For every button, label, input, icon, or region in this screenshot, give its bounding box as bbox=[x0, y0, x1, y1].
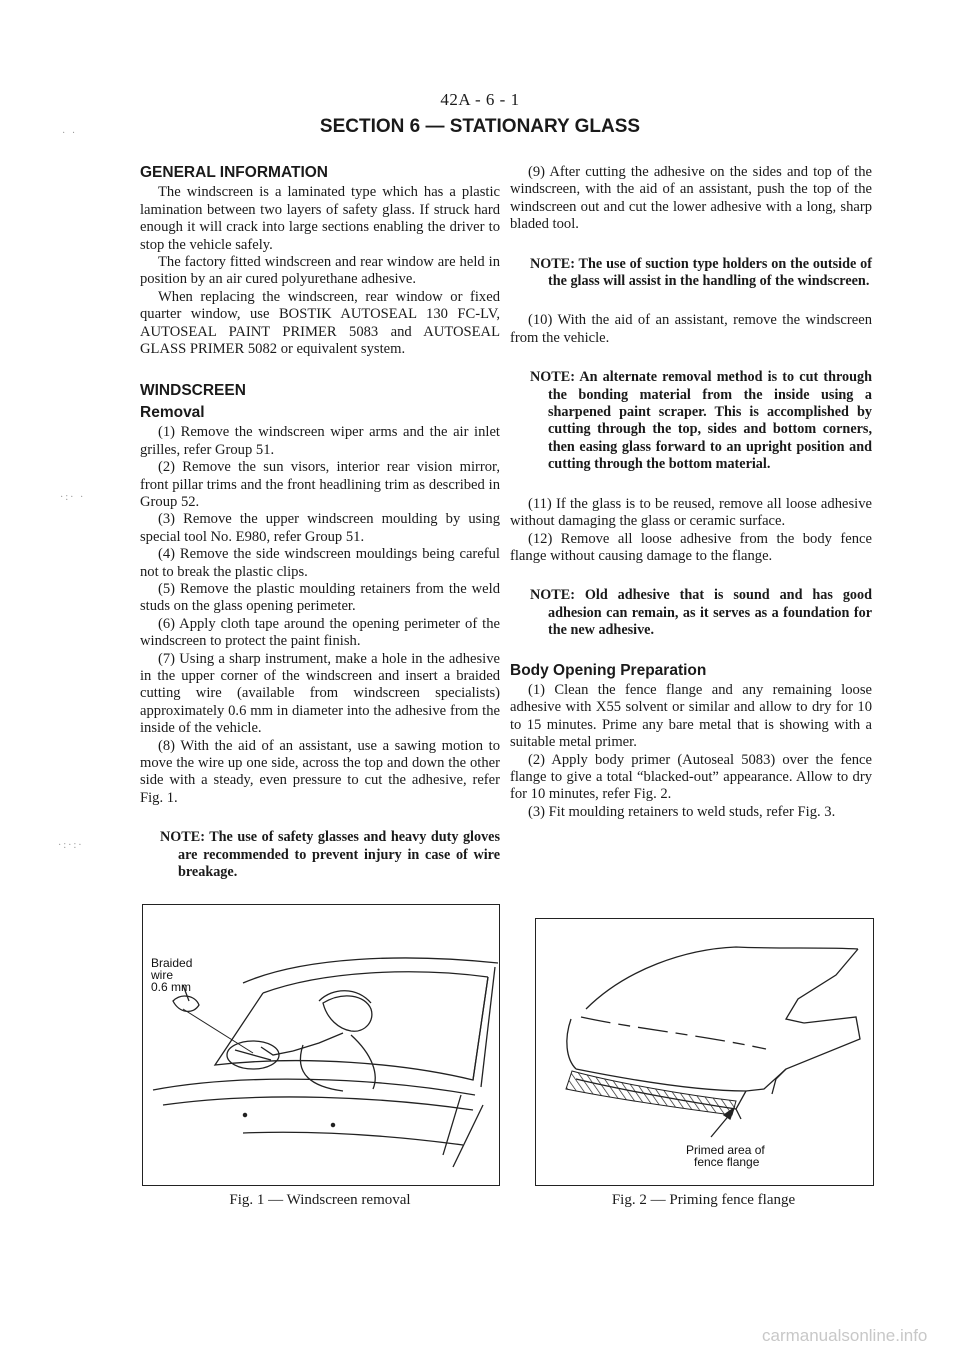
right-column bbox=[510, 164, 872, 821]
scan-speck: · · bbox=[62, 128, 78, 139]
removal-step: (12) Remove all loose adhesive from the body fence flange without causing damage to the flange. bbox=[510, 530, 872, 564]
preparation-step: (3) Fit moulding retainers to weld studs, refer Fig. 3. bbox=[528, 803, 836, 820]
figure-priming-fence-flange bbox=[535, 918, 874, 1186]
paragraph: When replacing the windscreen, rear window or fixed quarter window, use BOSTIK AUTOSEAL 130 FC-LV, AUTOSEAL PAINT PRIMER 5083 and AUTOSEAL GLASS PRIMER 5082 or equivalent system. bbox=[140, 288, 500, 358]
paragraph: The factory fitted windscreen and rear window are held in position by an air cured polyurethane adhesive. bbox=[140, 254, 500, 288]
preparation-step: (1) Clean the fence flange and any remaining loose adhesive with X55 solvent or similar and allow to dry for 10 to 15 minutes. Prime any bare metal that is showing with a suitable metal primer. bbox=[510, 681, 872, 751]
removal-step: (6) Apply cloth tape around the opening perimeter of the windscreen to protect the paint finish. bbox=[140, 615, 500, 650]
removal-step: (3) Remove the upper windscreen moulding by using special tool No. E980, refer Group 51. bbox=[140, 511, 500, 545]
removal-step: (11) If the glass is to be reused, remove all loose adhesive without damaging the glass or ceramic surface. bbox=[510, 495, 872, 530]
left-column bbox=[140, 164, 500, 903]
braided-wire-label: wire bbox=[151, 968, 174, 982]
removal-step: (8) With the aid of an assistant, use a sawing motion to move the wire up one side, across the top and down the other side with a steady, even pressure to cut the adhesive, refer Fig. 1. bbox=[140, 737, 500, 806]
suction-note: NOTE: The use of suction type holders on the outside of the glass will assist in the handling of the windscreen. bbox=[530, 255, 872, 290]
removal-step: (7) Using a sharp instrument, make a hole in the adhesive in the upper corner of the windscreen and insert a braided cutting wire (available from windscreen specialists) approximately 0.6 mm in diameter into the adhesive from the inside of the vehicle. bbox=[140, 650, 500, 737]
page-number: 42A - 6 - 1 bbox=[440, 90, 520, 109]
windscreen-removal-illustration bbox=[143, 905, 499, 1185]
safety-note: NOTE: The use of safety glasses and heavy duty gloves are recommended to prevent injury in case of wire breakage. bbox=[160, 829, 500, 881]
windscreen-heading: WINDSCREEN bbox=[140, 382, 246, 400]
removal-step: (1) Remove the windscreen wiper arms and the air inlet grilles, refer Group 51. bbox=[140, 424, 500, 458]
braided-wire-label: 0.6 mm bbox=[151, 980, 192, 994]
primed-area-label: fence flange bbox=[694, 1155, 760, 1169]
removal-step: (5) Remove the plastic moulding retainers from the weld studs on the glass opening perimeter. bbox=[140, 580, 500, 615]
braided-wire-label: Braided bbox=[151, 956, 193, 970]
alternate-method-note: NOTE: An alternate removal method is to cut through the bonding material from the inside using a sharpened paint scraper. This is accomplished by cutting through the top, sides and bottom corners, then easing glass forward to an upright position and cutting through the bottom material. bbox=[530, 369, 872, 473]
watermark: carmanualsonline.info bbox=[762, 1326, 928, 1345]
paragraph: The windscreen is a laminated type which has a plastic lamination between two layers of safety glass. If struck hard enough it will crack into large sections enabling the driver to stop the vehicle safely. bbox=[140, 184, 500, 253]
old-adhesive-note: NOTE: Old adhesive that is sound and has good adhesion can remain, as it serves as a foundation for the new adhesive. bbox=[530, 587, 872, 639]
removal-step: (10) With the aid of an assistant, remove the windscreen from the vehicle. bbox=[510, 312, 872, 346]
removal-heading: Removal bbox=[140, 403, 205, 421]
figure-1-caption: Fig. 1 — Windscreen removal bbox=[229, 1192, 411, 1208]
body-opening-preparation-heading: Body Opening Preparation bbox=[510, 661, 707, 679]
scan-speck: ·:· · bbox=[60, 492, 86, 503]
scan-speck: ·:·:· bbox=[58, 840, 84, 851]
general-information-heading: GENERAL INFORMATION bbox=[140, 164, 329, 181]
figure-windscreen-removal bbox=[142, 904, 500, 1186]
removal-step: (4) Remove the side windscreen mouldings being careful not to break the plastic clips. bbox=[140, 546, 500, 580]
section-title: SECTION 6 — STATIONARY GLASS bbox=[319, 116, 641, 137]
removal-step: (2) Remove the sun visors, interior rear vision mirror, front pillar trims and the front headlining trim as described in Group 52. bbox=[140, 459, 500, 510]
removal-step: (9) After cutting the adhesive on the sides and top of the windscreen, with the aid of an assistant, push the top of the windscreen out and cut the lower adhesive with a long, sharp bladed tool. bbox=[510, 164, 872, 233]
primed-area-label: Primed area of bbox=[686, 1143, 765, 1157]
figure-2-caption: Fig. 2 — Priming fence flange bbox=[611, 1192, 796, 1208]
preparation-step: (2) Apply body primer (Autoseal 5083) over the fence flange to give a total “blacked-out” appearance. Allow to dry for 10 minutes, refer Fig. 2. bbox=[510, 751, 872, 803]
